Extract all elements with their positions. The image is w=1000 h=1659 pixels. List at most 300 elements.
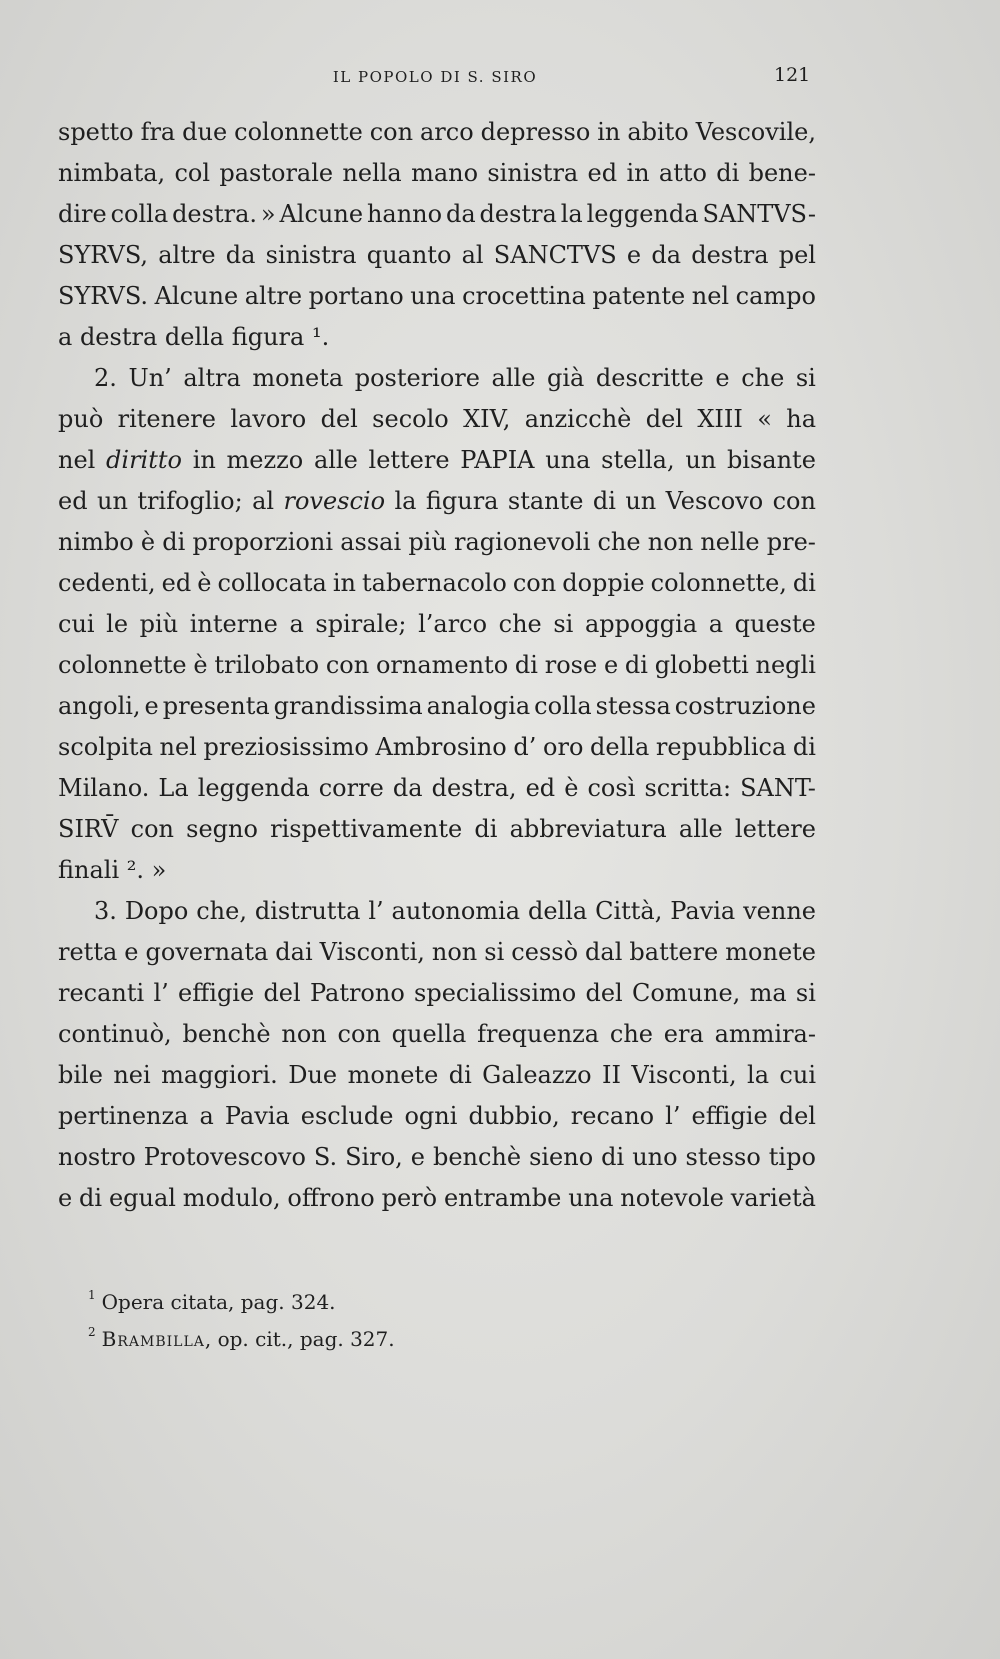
word: quanto: [366, 241, 452, 269]
word: che: [609, 1020, 654, 1048]
word: secolo: [372, 405, 449, 433]
word: atto: [658, 159, 707, 187]
word: con: [772, 487, 816, 515]
word: sinistra: [487, 159, 579, 187]
word: col: [174, 159, 211, 187]
word: lettere: [368, 446, 450, 474]
word: entrambe: [443, 1184, 562, 1212]
word: fra: [140, 118, 176, 146]
word: Galeazzo: [482, 1061, 592, 1089]
footnote-1-text: Opera citata, pag. 324.: [101, 1290, 336, 1314]
word: l’arco: [418, 610, 488, 638]
word: venne: [743, 897, 816, 925]
word: e: [410, 1143, 425, 1171]
text-line: [58, 973, 816, 1014]
word: la: [394, 487, 417, 515]
word: leggenda: [586, 200, 699, 228]
word: colla: [534, 692, 592, 720]
word: del: [778, 1102, 816, 1130]
word: può: [58, 405, 104, 433]
word: posteriore: [354, 364, 480, 392]
word: con: [369, 118, 414, 146]
word: stessa: [595, 692, 671, 720]
word: ornamento: [375, 651, 509, 679]
text-line: [58, 317, 816, 358]
word: Due: [288, 1061, 338, 1089]
running-head: [0, 64, 1000, 88]
word: colonnette,: [650, 569, 787, 597]
word: 2.: [94, 364, 117, 392]
word: con: [337, 1020, 381, 1048]
word: monete: [347, 1061, 439, 1089]
word: al: [252, 487, 275, 515]
word: da: [392, 774, 423, 802]
word: nel: [159, 733, 197, 761]
word: da: [225, 241, 256, 269]
word: e: [124, 938, 139, 966]
word: crocettina: [462, 282, 586, 310]
word: »: [260, 200, 276, 228]
word: cui: [58, 610, 95, 638]
footnote-2-author: Brambilla: [101, 1327, 205, 1351]
word: ed: [161, 569, 192, 597]
word: di: [162, 528, 186, 556]
word: II: [602, 1061, 621, 1089]
word: ragionevoli: [454, 528, 591, 556]
text-line: [58, 1178, 816, 1219]
word: distrutta: [254, 897, 361, 925]
word: così: [587, 774, 636, 802]
word: più: [408, 528, 447, 556]
word: specialissimo: [414, 979, 577, 1007]
text-line: [58, 1137, 816, 1178]
word: alle: [678, 815, 723, 843]
word: retta: [58, 938, 118, 966]
word: offrono: [287, 1184, 375, 1212]
word: spetto: [58, 118, 134, 146]
text-line: [58, 686, 816, 727]
word: nella: [342, 159, 402, 187]
word: Pavia: [224, 1102, 290, 1130]
word: quella: [391, 1020, 467, 1048]
word: S.: [313, 1143, 338, 1171]
word: in: [597, 118, 621, 146]
word: scolpita: [58, 733, 153, 761]
text-span: a destra della figura ¹.: [58, 323, 330, 351]
word: autonomia: [391, 897, 521, 925]
word: monete: [725, 938, 816, 966]
word: effigie: [178, 979, 255, 1007]
word: dire: [58, 200, 107, 228]
word: da: [651, 241, 681, 269]
word: al: [461, 241, 484, 269]
word: patente: [592, 282, 686, 310]
word: nei: [113, 1061, 151, 1089]
word: pertinenza: [58, 1102, 189, 1130]
word: l’: [153, 979, 169, 1007]
word: costruzione: [674, 692, 816, 720]
text-line: [58, 153, 816, 194]
word: altre: [244, 282, 303, 310]
word: con: [512, 569, 557, 597]
word: stella,: [601, 446, 675, 474]
word: che,: [196, 897, 247, 925]
word: depresso: [480, 118, 591, 146]
word: ogni: [404, 1102, 458, 1130]
word: ammira-: [714, 1020, 816, 1048]
word: del: [645, 405, 683, 433]
text-line: [58, 563, 816, 604]
word: notevole: [620, 1184, 724, 1212]
word: rose: [544, 651, 598, 679]
word: da: [445, 200, 476, 228]
footnote-2: [88, 1317, 788, 1354]
word: che: [597, 528, 641, 556]
word: campo: [735, 282, 816, 310]
word: leggenda: [197, 774, 310, 802]
word: ed: [587, 159, 618, 187]
word: un: [625, 487, 657, 515]
word: Comune,: [631, 979, 741, 1007]
text-line: [58, 850, 816, 891]
word: di: [624, 651, 648, 679]
text-line: [58, 604, 816, 645]
word: d’: [513, 733, 537, 761]
word: La: [158, 774, 189, 802]
running-title: IL POPOLO DI S. SIRO: [332, 68, 538, 86]
word: stante: [507, 487, 584, 515]
word: è: [140, 528, 156, 556]
word: non: [431, 938, 478, 966]
text-line: [58, 932, 816, 973]
word: a: [199, 1102, 214, 1130]
word: di: [792, 733, 816, 761]
word: si: [553, 610, 574, 638]
word: cessò: [511, 938, 579, 966]
word: non: [647, 528, 694, 556]
word: Visconti,: [631, 1061, 737, 1089]
word: angoli,: [58, 692, 141, 720]
word: sieno: [529, 1143, 594, 1171]
footnote-1: [88, 1280, 788, 1317]
word: era: [663, 1020, 704, 1048]
text-line: [58, 891, 816, 932]
word: si: [484, 938, 505, 966]
word: di: [448, 1061, 472, 1089]
word: colla: [110, 200, 169, 228]
word: appoggia: [584, 610, 698, 638]
word: però: [381, 1184, 438, 1212]
word: analogia: [426, 692, 531, 720]
word: si: [795, 979, 816, 1007]
word: destra: [691, 241, 769, 269]
word: portano: [308, 282, 404, 310]
word: e: [58, 1184, 73, 1212]
word: benchè: [182, 1020, 271, 1048]
text-line: [58, 727, 816, 768]
word: un: [96, 487, 128, 515]
word: a: [708, 610, 724, 638]
word: bene-: [748, 159, 816, 187]
word: preziosissimo: [203, 733, 369, 761]
word: figura: [425, 487, 499, 515]
text-line: [58, 1096, 816, 1137]
word: di: [474, 815, 498, 843]
word: un: [685, 446, 717, 474]
text-line: [58, 1014, 816, 1055]
word: destra: [479, 200, 557, 228]
word: Visconti,: [319, 938, 425, 966]
word: si: [795, 364, 816, 392]
word: negli: [755, 651, 816, 679]
word: con: [325, 651, 370, 679]
word: doppie: [562, 569, 645, 597]
word: nimbata,: [58, 159, 166, 187]
word: moneta: [252, 364, 344, 392]
word: cedenti,: [58, 569, 156, 597]
word: ma: [749, 979, 787, 1007]
word: cui: [779, 1061, 816, 1089]
word: proporzioni: [192, 528, 333, 556]
word: collocata: [217, 569, 327, 597]
word: e: [603, 651, 619, 679]
word: diritto: [106, 446, 182, 474]
word: benchè: [432, 1143, 522, 1171]
word: in: [626, 159, 650, 187]
word: già: [546, 364, 585, 392]
word: interne: [189, 610, 278, 638]
word: ha: [786, 405, 816, 433]
word: arco: [420, 118, 474, 146]
word: XIV,: [463, 405, 511, 433]
word: l’: [368, 897, 384, 925]
word: a: [289, 610, 304, 638]
text-line: [58, 235, 816, 276]
word: recano: [570, 1102, 655, 1130]
word: presenta: [162, 692, 270, 720]
word: tabernacolo: [362, 569, 507, 597]
word: destra,: [431, 774, 517, 802]
word: segno: [186, 815, 258, 843]
word: continuò,: [58, 1020, 172, 1048]
word: grandissima: [273, 692, 423, 720]
word: del: [263, 979, 301, 1007]
word: globetti: [654, 651, 749, 679]
word: nostro: [58, 1143, 136, 1171]
word: le: [106, 610, 129, 638]
word: recanti: [58, 979, 145, 1007]
word: 3.: [94, 897, 117, 925]
word: repubblica: [655, 733, 787, 761]
word: SANT-: [740, 774, 816, 802]
word: Pavia: [670, 897, 736, 925]
word: più: [139, 610, 179, 638]
word: Dopo: [124, 897, 189, 925]
word: frequenza: [477, 1020, 600, 1048]
word: Un’: [128, 364, 172, 392]
word: XIII: [697, 405, 743, 433]
word: nelle: [700, 528, 760, 556]
word: è: [193, 651, 208, 679]
word: SYRVS,: [58, 241, 149, 269]
word: alle: [313, 446, 358, 474]
word: governata: [145, 938, 269, 966]
word: l’: [665, 1102, 681, 1130]
word: del: [320, 405, 358, 433]
word: maggiori.: [161, 1061, 278, 1089]
word: battere: [629, 938, 719, 966]
word: nel: [691, 282, 730, 310]
word: è: [197, 569, 212, 597]
text-line: [58, 399, 816, 440]
word: la: [560, 200, 583, 228]
word: rispettivamente: [270, 815, 463, 843]
word: descritte: [595, 364, 704, 392]
text-line: [58, 645, 816, 686]
word: Città,: [595, 897, 663, 925]
word: trifoglio;: [137, 487, 243, 515]
word: trilobato: [214, 651, 320, 679]
word: abbreviatura: [509, 815, 667, 843]
word: tipo: [768, 1143, 816, 1171]
word: SANTVS-: [702, 200, 816, 228]
word: nel: [58, 446, 96, 474]
word: «: [757, 405, 772, 433]
body-text: [58, 112, 816, 1219]
word: una: [410, 282, 456, 310]
word: rovescio: [283, 487, 386, 515]
text-line: [58, 522, 816, 563]
word: due: [182, 118, 228, 146]
word: di: [514, 651, 538, 679]
word: della: [590, 733, 650, 761]
word: spirale;: [315, 610, 407, 638]
word: corre: [318, 774, 384, 802]
word: pastorale: [219, 159, 334, 187]
word: con: [130, 815, 174, 843]
word: di: [601, 1143, 625, 1171]
word: assai: [340, 528, 402, 556]
word: SANCTVS: [493, 241, 617, 269]
word: varietà: [730, 1184, 816, 1212]
word: dubbio,: [468, 1102, 560, 1130]
word: dai: [275, 938, 313, 966]
word: queste: [734, 610, 816, 638]
text-line: [58, 276, 816, 317]
word: colonnette: [58, 651, 187, 679]
word: è: [564, 774, 579, 802]
word: Vescovo: [665, 487, 764, 515]
word: sinistra: [265, 241, 357, 269]
word: mano: [411, 159, 479, 187]
footnote-2-text: , op. cit., pag. 327.: [204, 1327, 395, 1351]
word: lettere: [734, 815, 816, 843]
text-line: [58, 768, 816, 809]
word: uno: [632, 1143, 678, 1171]
word: Vescovile,: [695, 118, 816, 146]
word: Siro,: [345, 1143, 403, 1171]
word: alle: [491, 364, 536, 392]
word: hanno: [366, 200, 443, 228]
word: Milano.: [58, 774, 150, 802]
word: bisante: [726, 446, 816, 474]
word: nimbo: [58, 528, 134, 556]
text-line: [58, 481, 816, 522]
word: di: [716, 159, 740, 187]
text-line: [58, 1055, 816, 1096]
word: stesso: [685, 1143, 761, 1171]
word: del: [585, 979, 623, 1007]
word: esclude: [300, 1102, 394, 1130]
word: Protovescovo: [143, 1143, 306, 1171]
page-number: 121: [774, 64, 811, 86]
text-line: [58, 194, 816, 235]
word: la: [747, 1061, 769, 1089]
word: che: [498, 610, 542, 638]
text-line: [58, 112, 816, 153]
word: ritenere: [117, 405, 216, 433]
word: lavoro: [230, 405, 307, 433]
word: altra: [183, 364, 241, 392]
word: una: [545, 446, 591, 474]
word: e: [144, 692, 159, 720]
footnote-1-mark: 1: [88, 1288, 96, 1302]
footnote-2-mark: 2: [88, 1325, 96, 1339]
word: SIRV̄: [58, 815, 119, 843]
word: egual: [108, 1184, 176, 1212]
word: della: [527, 897, 588, 925]
word: PAPIA: [460, 446, 535, 474]
word: Alcune: [154, 282, 239, 310]
word: non: [281, 1020, 327, 1048]
word: in: [332, 569, 357, 597]
word: oro: [543, 733, 584, 761]
word: effigie: [691, 1102, 768, 1130]
word: colonnette: [234, 118, 363, 146]
word: mezzo: [226, 446, 304, 474]
word: modulo,: [182, 1184, 281, 1212]
word: di: [592, 487, 616, 515]
word: Ambrosino: [375, 733, 507, 761]
word: Patrono: [309, 979, 405, 1007]
word: Alcune: [279, 200, 364, 228]
word: bile: [58, 1061, 103, 1089]
word: che: [741, 364, 785, 392]
word: e: [715, 364, 730, 392]
word: di: [792, 569, 816, 597]
word: pel: [778, 241, 816, 269]
word: ed: [525, 774, 556, 802]
word: dal: [585, 938, 623, 966]
word: una: [568, 1184, 614, 1212]
word: abito: [627, 118, 689, 146]
word: in: [192, 446, 216, 474]
word: SYRVS.: [58, 282, 149, 310]
footnotes: [88, 1280, 788, 1354]
word: ed: [58, 487, 88, 515]
word: scritta:: [644, 774, 732, 802]
text-span: finali ². »: [58, 856, 167, 884]
word: anzicchè: [524, 405, 632, 433]
text-line: [58, 358, 816, 399]
word: destra.: [172, 200, 257, 228]
text-line: [58, 440, 816, 481]
word: altre: [158, 241, 216, 269]
word: pre-: [766, 528, 816, 556]
word: di: [79, 1184, 103, 1212]
word: e: [626, 241, 642, 269]
text-line: [58, 809, 816, 850]
